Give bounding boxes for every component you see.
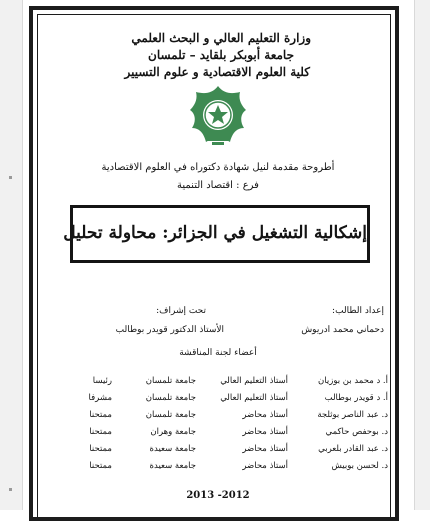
academic-year: 2013 -2012 [186,490,250,501]
member-role: مشرفا [88,393,112,403]
member-institution: جامعة سعيدة [149,461,196,471]
member-institution: جامعة تلمسان [145,410,196,420]
member-institution: جامعة تلمسان [145,393,196,403]
member-name: أ. د قويدر بوطالب [324,393,388,403]
member-rank: أستاذ محاضر [242,444,288,454]
member-rank: أستاذ محاضر [242,410,288,420]
branch-line: فرع : اقتصاد التنمية [177,180,259,191]
student-name: دحماني محمد ادريوش [301,325,384,335]
university-line: جامعة أبوبكر بلقايد – تلمسان [148,48,294,62]
supervisor-name: الأستاذ الدكتور قويدر بوطالب [115,325,224,335]
member-institution: جامعة وهران [150,427,196,437]
member-role: رئيسا [92,376,112,386]
member-rank: أستاذ التعليم العالي [220,393,288,403]
degree-statement: أطروحة مقدمة لنيل شهادة دكتوراه في العلوم الاقتصادية [101,162,335,173]
member-name: د. لحسن بوبيش [331,461,388,471]
member-institution: جامعة سعيدة [149,444,196,454]
faculty-line: كلية العلوم الاقتصادية و علوم التسيير [124,65,310,79]
scrollbar-track[interactable] [414,0,430,510]
committee-heading: أعضاء لجنة المناقشة [179,348,257,358]
member-name: أ. د محمد بن بوزيان [318,376,388,386]
left-gutter [0,0,23,510]
member-name: د. عبد القادر بلعربي [318,444,388,454]
member-role: ممتحنا [89,410,112,420]
member-role: ممتحنا [89,461,112,471]
member-role: ممتحنا [89,444,112,454]
gutter-marker [9,176,12,179]
member-name: د. بوحفص حاكمي [325,427,388,437]
member-rank: أستاذ محاضر [242,427,288,437]
member-rank: أستاذ التعليم العالي [220,376,288,386]
gutter-marker [9,488,12,491]
university-emblem-icon [188,84,248,148]
member-role: ممتحنا [89,427,112,437]
ministry-line: وزارة التعليم العالي و البحث العلمي [131,31,311,45]
supervisor-label: تحت إشراف: [156,306,206,316]
member-institution: جامعة تلمسان [145,376,196,386]
document-page [23,0,414,510]
member-rank: أستاذ محاضر [242,461,288,471]
member-name: د. عبد الناصر بوثلجة [317,410,388,420]
thesis-title-box [63,205,370,263]
student-label: إعداد الطالب: [332,306,384,316]
thesis-title: إشكالية التشغيل في الجزائر: محاولة تحليل [63,223,367,243]
